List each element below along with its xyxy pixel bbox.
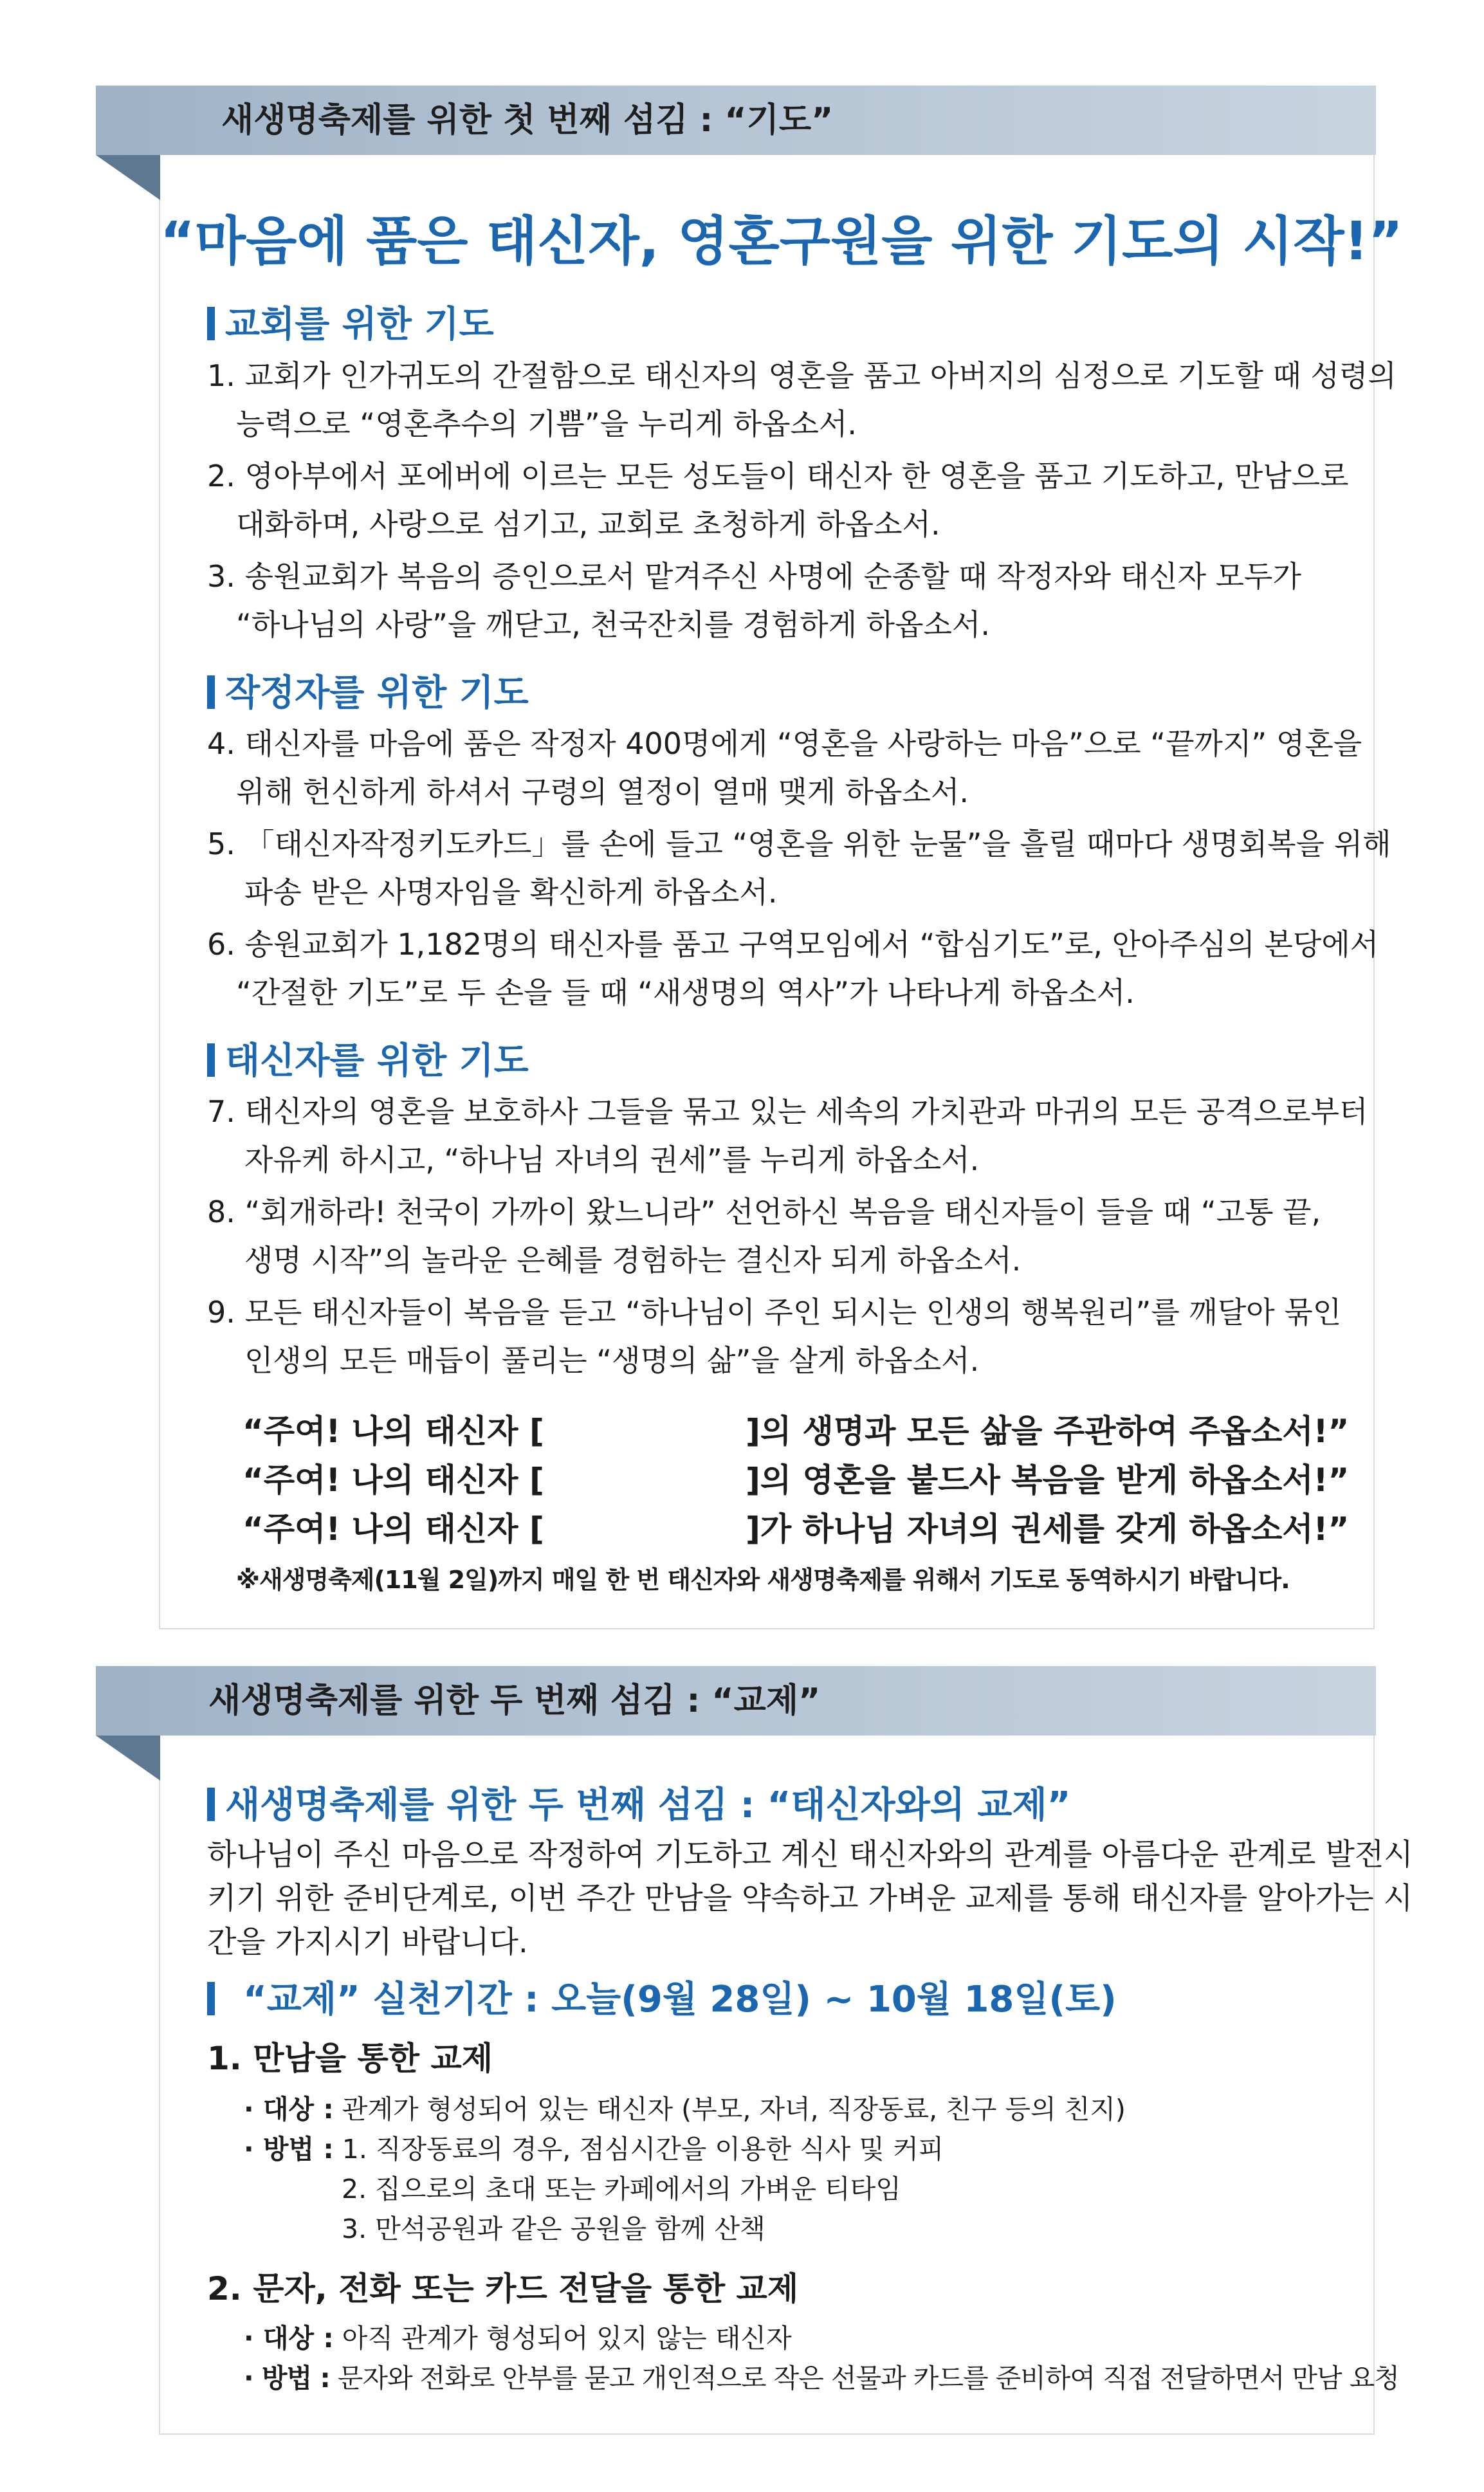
group-heading-church <box>207 296 494 347</box>
section-title: 새생명축제를 위한 첫 번째 섬김 : “기도” <box>221 101 834 140</box>
period-text: “교제” 실천기간 : 오늘(9월 28일) ~ 10월 18일(토) <box>243 1979 1117 2020</box>
blank-prayer-left: “주여! 나의 태신자 [ <box>243 1413 544 1450</box>
prayer-item <box>207 921 1379 1017</box>
prayer-line: 5. 「태신자작정키도카드」를 손에 들고 “영혼을 위한 눈물”을 흘릴 때마다 생명회복을 위해 <box>207 827 1391 861</box>
message-target <box>244 2317 792 2355</box>
prayer-item <box>207 352 1397 448</box>
heading-bar <box>207 307 215 340</box>
ribbon-fold <box>96 155 160 200</box>
blank-prayer-right: ]의 생명과 모든 삶을 주관하여 주옵소서!” <box>746 1413 1350 1450</box>
target-label: · 대상 : <box>244 2094 334 2125</box>
fellowship-heading-text: 새생명축제를 위한 두 번째 섬김 : “태신자와의 교제” <box>225 1784 1071 1826</box>
target-label: · 대상 : <box>244 2323 334 2354</box>
group-heading-text: 태신자를 위한 기도 <box>225 1040 529 1082</box>
prayer-line: 인생의 모든 매듭이 풀리는 “생명의 삶”을 살게 하옵소서. <box>244 1343 980 1378</box>
meeting-method <box>244 2128 944 2166</box>
blank-prayer-left: “주여! 나의 태신자 [ <box>243 1461 544 1499</box>
prayer-item <box>207 1288 1341 1385</box>
prayer-item <box>207 553 1301 649</box>
method-text: 3. 만석공원과 같은 공원을 함께 산책 <box>342 2213 765 2244</box>
prayer-item <box>207 1088 1368 1184</box>
blank-prayer-right: ]가 하나님 자녀의 권세를 갖게 하옵소서!” <box>746 1510 1350 1548</box>
heading-bar <box>207 1982 215 2015</box>
prayer-item <box>207 1188 1321 1285</box>
group-heading-pledgers <box>207 664 529 716</box>
prayer-line: 1. 교회가 인가귀도의 간절함으로 태신자의 영혼을 품고 아버지의 심정으로 기도할 때 성령의 <box>207 358 1397 393</box>
group-heading-text: 작정자를 위한 기도 <box>225 672 529 714</box>
fellowship-period <box>207 1971 1117 2022</box>
prayer-line: 7. 태신자의 영혼을 보호하사 그들을 묶고 있는 세속의 가치관과 마귀의 모든 공격으로부터 <box>207 1094 1368 1129</box>
fellowship-card <box>159 1666 1413 2435</box>
prayer-card <box>159 86 1403 1629</box>
prayer-line: 파송 받은 사명자임을 확신하게 하옵소서. <box>244 875 778 910</box>
prayer-line: 6. 송원교회가 1,182명의 태신자를 품고 구역모임에서 “합심기도”로, 안아주심의 본당에서 <box>207 927 1379 962</box>
prayer-line: 4. 태신자를 마음에 품은 작정자 400명에게 “영혼을 사랑하는 마음”으로 “끝까지” 영혼을 <box>207 726 1362 761</box>
prayer-line: 위해 헌신하게 하셔서 구령의 열정이 열매 맺게 하옵소서. <box>236 774 969 809</box>
prayer-line: “간절한 기도”로 두 손을 들 때 “새생명의 역사”가 나타나게 하옵소서. <box>236 975 1135 1010</box>
fellowship-heading <box>207 1777 1070 1828</box>
prayer-note: ※새생명축제(11월 2일)까지 매일 한 번 태신자와 새생명축제를 위해서 기도로 동역하시기 바랍니다. <box>236 1566 1290 1594</box>
heading-bar <box>207 1043 215 1077</box>
prayer-line: 3. 송원교회가 복음의 증인으로서 맡겨주신 사명에 순종할 때 작정자와 태신자 모두가 <box>207 559 1301 594</box>
heading-bar <box>207 675 215 709</box>
message-fellowship-title: 2. 문자, 전화 또는 카드 전달을 통한 교제 <box>207 2270 799 2307</box>
method-text: 2. 집으로의 초대 또는 카페에서의 가벼운 티타임 <box>342 2174 901 2204</box>
meeting-target <box>244 2088 1126 2126</box>
target-text: 아직 관계가 형성되어 있지 않는 태신자 <box>342 2323 792 2354</box>
heading-bar <box>207 1788 215 1821</box>
target-text: 관계가 형성되어 있는 태신자 (부모, 자녀, 직장동료, 친구 등의 친지) <box>342 2094 1126 2125</box>
message-method <box>244 2357 1399 2395</box>
intro-line: 하나님이 주신 마음으로 작정하여 기도하고 계신 태신자와의 관계를 아름다운 관계로 발전시 <box>207 1837 1413 1873</box>
blank-prayer-right: ]의 영혼을 붙드사 복음을 받게 하옵소서!” <box>746 1461 1350 1499</box>
prayer-line: “하나님의 사랑”을 깨닫고, 천국잔치를 경험하게 하옵소서. <box>236 607 991 642</box>
prayer-line: 능력으로 “영혼추수의 기쁨”을 누리게 하옵소서. <box>236 407 857 441</box>
method-text: 1. 직장동료의 경우, 점심시간을 이용한 식사 및 커피 <box>342 2134 944 2165</box>
prayer-item <box>207 452 1349 549</box>
method-text: 문자와 전화로 안부를 묻고 개인적으로 작은 선물과 카드를 준비하여 직접 전달하면서 만남 요청 <box>337 2363 1399 2394</box>
method-label: · 방법 : <box>244 2363 330 2394</box>
prayer-item <box>207 720 1362 816</box>
meeting-fellowship-title: 1. 만남을 통한 교제 <box>207 2040 493 2077</box>
prayer-line: 2. 영아부에서 포에버에 이르는 모든 성도들이 태신자 한 영혼을 품고 기도하고, 만남으로 <box>207 459 1349 493</box>
group-heading-prospects <box>207 1032 529 1084</box>
prayer-item <box>207 820 1391 917</box>
prayer-line: 대화하며, 사랑으로 섬기고, 교회로 초청하게 하옵소서. <box>236 507 940 542</box>
ribbon-fold <box>96 1736 160 1781</box>
prayer-line: 생명 시작”의 놀라운 은혜를 경험하는 결신자 되게 하옵소서. <box>244 1243 1021 1278</box>
prayer-line: 자유케 하시고, “하나님 자녀의 권세”를 누리게 하옵소서. <box>244 1142 980 1177</box>
section-title-band <box>96 86 1376 155</box>
blank-prayer-left: “주여! 나의 태신자 [ <box>243 1510 544 1548</box>
prayer-line: 8. “회개하라! 천국이 가까이 왔느니라” 선언하신 복음을 태신자들이 들을 때 “고통 끝, <box>207 1195 1321 1229</box>
section-title-band <box>96 1666 1376 1736</box>
section-title: 새생명축제를 위한 두 번째 섬김 : “교제” <box>208 1681 821 1720</box>
intro-line: 키기 위한 준비단계로, 이번 주간 만남을 약속하고 가벼운 교제를 통해 태신자를 알아가는 시 <box>207 1881 1413 1916</box>
prayer-line: 9. 모든 태신자들이 복음을 듣고 “하나님이 주인 되시는 인생의 행복원리”를 깨달아 묶인 <box>207 1295 1342 1330</box>
method-label: · 방법 : <box>244 2134 334 2165</box>
intro-line: 간을 가지시기 바랍니다. <box>207 1925 528 1960</box>
fellowship-intro <box>207 1833 1413 1965</box>
headline: “마음에 품은 태신자, 영혼구원을 위한 기도의 시작!” <box>160 211 1403 272</box>
group-heading-text: 교회를 위한 기도 <box>225 304 494 345</box>
